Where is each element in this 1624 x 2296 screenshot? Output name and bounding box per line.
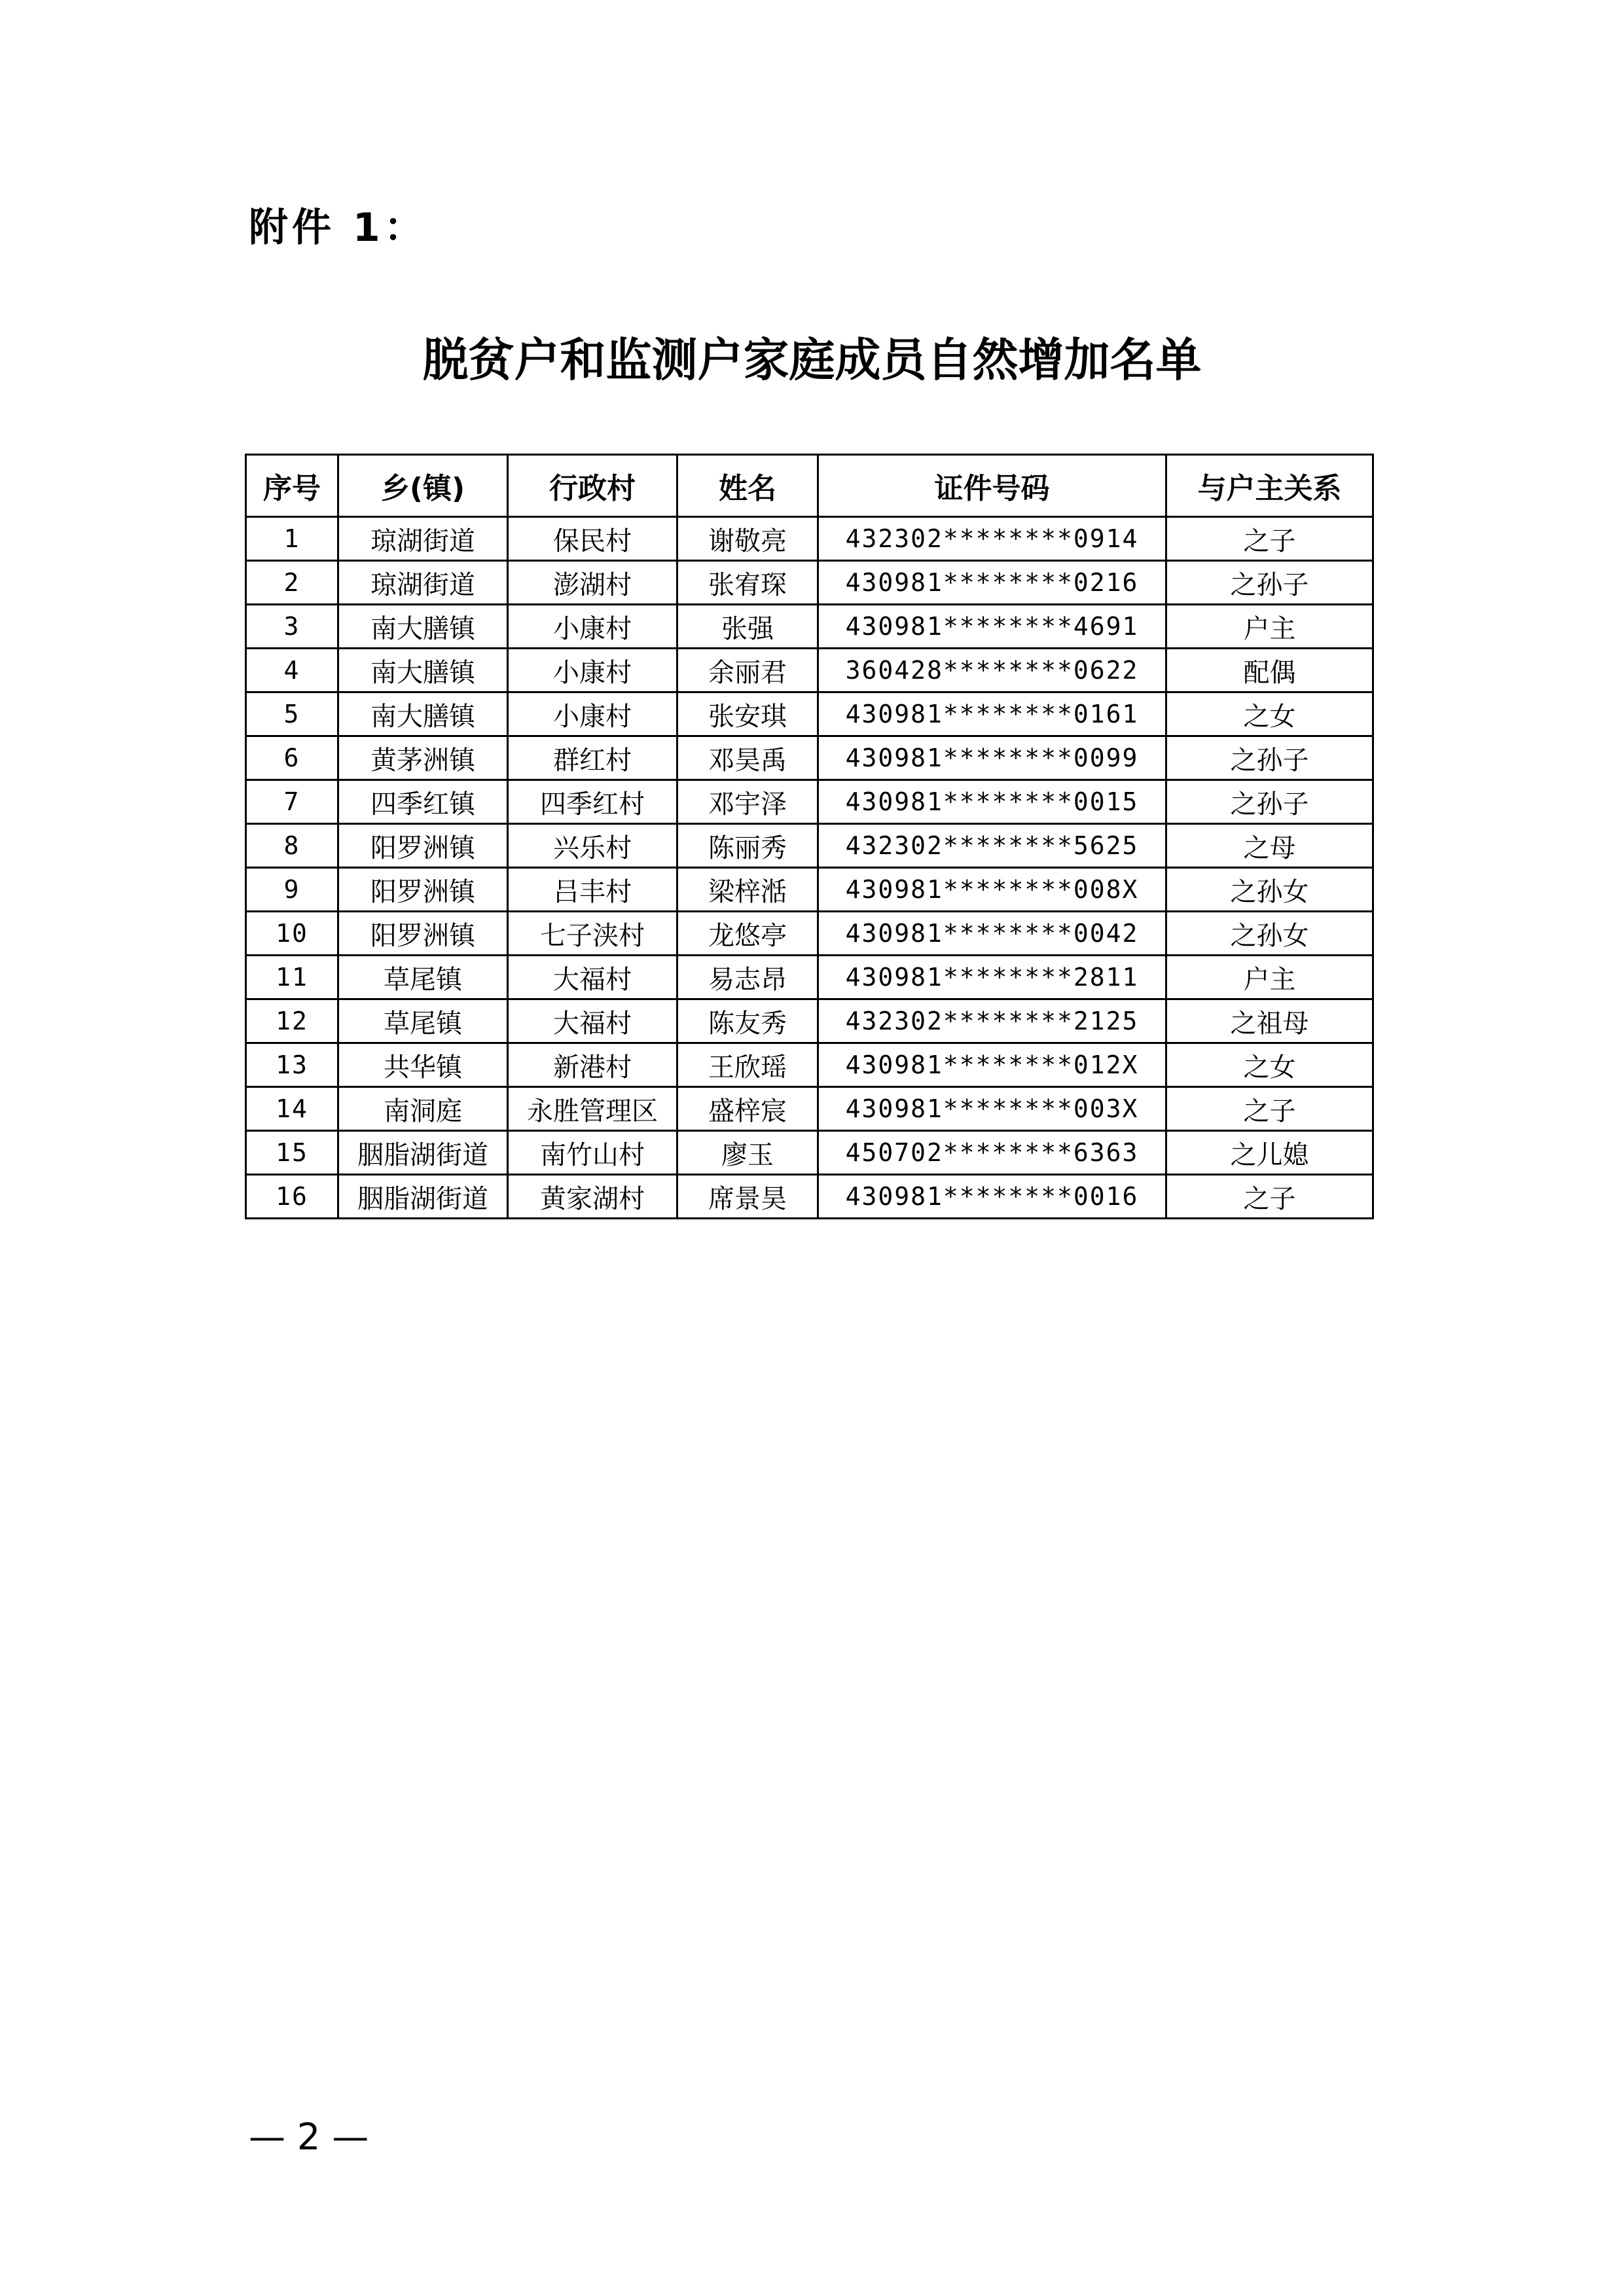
cell-serial-number: 9 [246,868,338,912]
cell-village: 小康村 [508,649,677,692]
cell-village: 大福村 [508,999,677,1043]
cell-relationship: 之子 [1166,517,1373,561]
cell-name: 盛梓宸 [677,1087,818,1131]
cell-id-number: 432302********0914 [818,517,1166,561]
cell-township: 南大膳镇 [338,605,508,649]
cell-village: 小康村 [508,605,677,649]
table-row [246,649,1373,692]
cell-township: 琼湖街道 [338,517,508,561]
cell-relationship: 之女 [1166,1043,1373,1087]
cell-relationship: 之祖母 [1166,999,1373,1043]
table-row [246,561,1373,605]
cell-name: 陈友秀 [677,999,818,1043]
cell-serial-number: 8 [246,824,338,868]
cell-id-number: 430981********4691 [818,605,1166,649]
cell-name: 邓宇泽 [677,780,818,824]
cell-id-number: 430981********0161 [818,692,1166,736]
cell-village: 保民村 [508,517,677,561]
cell-township: 胭脂湖街道 [338,1175,508,1219]
table-row [246,780,1373,824]
table-row [246,1131,1373,1175]
cell-id-number: 430981********0042 [818,912,1166,956]
cell-village: 永胜管理区 [508,1087,677,1131]
cell-relationship: 之子 [1166,1087,1373,1131]
cell-relationship: 户主 [1166,956,1373,999]
table-row [246,912,1373,956]
cell-id-number: 430981********2811 [818,956,1166,999]
cell-id-number: 430981********012X [818,1043,1166,1087]
cell-name: 余丽君 [677,649,818,692]
cell-village: 新港村 [508,1043,677,1087]
attachment-label: 附件 1： [249,205,427,251]
cell-township: 胭脂湖街道 [338,1131,508,1175]
cell-id-number: 430981********003X [818,1087,1166,1131]
table-row [246,956,1373,999]
table-row [246,736,1373,780]
household-member-table [245,454,1374,1219]
cell-name: 张强 [677,605,818,649]
cell-serial-number: 2 [246,561,338,605]
cell-id-number: 430981********0216 [818,561,1166,605]
table-row [246,868,1373,912]
cell-township: 南大膳镇 [338,692,508,736]
cell-name: 陈丽秀 [677,824,818,868]
cell-id-number: 430981********008X [818,868,1166,912]
cell-village: 兴乐村 [508,824,677,868]
cell-serial-number: 6 [246,736,338,780]
cell-relationship: 之孙女 [1166,912,1373,956]
header-township: 乡(镇) [338,455,508,517]
cell-relationship: 之孙子 [1166,561,1373,605]
cell-serial-number: 15 [246,1131,338,1175]
cell-id-number: 430981********0015 [818,780,1166,824]
cell-village: 大福村 [508,956,677,999]
cell-serial-number: 13 [246,1043,338,1087]
cell-name: 谢敬亮 [677,517,818,561]
cell-relationship: 之儿媳 [1166,1131,1373,1175]
cell-serial-number: 11 [246,956,338,999]
cell-village: 四季红村 [508,780,677,824]
cell-township: 共华镇 [338,1043,508,1087]
cell-name: 席景昊 [677,1175,818,1219]
cell-serial-number: 4 [246,649,338,692]
cell-serial-number: 3 [246,605,338,649]
cell-relationship: 配偶 [1166,649,1373,692]
cell-serial-number: 14 [246,1087,338,1131]
table-row [246,517,1373,561]
cell-relationship: 之孙女 [1166,868,1373,912]
cell-name: 龙悠亭 [677,912,818,956]
cell-township: 阳罗洲镇 [338,912,508,956]
cell-serial-number: 16 [246,1175,338,1219]
cell-id-number: 432302********2125 [818,999,1166,1043]
cell-township: 琼湖街道 [338,561,508,605]
cell-township: 黄茅洲镇 [338,736,508,780]
cell-id-number: 360428********0622 [818,649,1166,692]
cell-serial-number: 7 [246,780,338,824]
cell-id-number: 450702********6363 [818,1131,1166,1175]
cell-serial-number: 5 [246,692,338,736]
cell-township: 草尾镇 [338,956,508,999]
cell-id-number: 432302********5625 [818,824,1166,868]
cell-name: 邓昊禹 [677,736,818,780]
cell-name: 梁梓湉 [677,868,818,912]
cell-name: 廖玉 [677,1131,818,1175]
cell-name: 王欣瑶 [677,1043,818,1087]
cell-id-number: 430981********0099 [818,736,1166,780]
header-id-number: 证件号码 [818,455,1166,517]
document-title: 脱贫户和监测户家庭成员自然增加名单 [422,332,1202,387]
cell-serial-number: 1 [246,517,338,561]
cell-relationship: 户主 [1166,605,1373,649]
cell-village: 群红村 [508,736,677,780]
cell-village: 小康村 [508,692,677,736]
table-row [246,824,1373,868]
cell-township: 南大膳镇 [338,649,508,692]
header-name: 姓名 [677,455,818,517]
cell-relationship: 之母 [1166,824,1373,868]
cell-relationship: 之子 [1166,1175,1373,1219]
page-number: — 2 — [249,2116,369,2159]
cell-name: 张安琪 [677,692,818,736]
cell-relationship: 之孙子 [1166,736,1373,780]
table-row [246,605,1373,649]
cell-serial-number: 10 [246,912,338,956]
cell-township: 四季红镇 [338,780,508,824]
cell-township: 草尾镇 [338,999,508,1043]
cell-name: 易志昂 [677,956,818,999]
cell-village: 吕丰村 [508,868,677,912]
cell-name: 张宥琛 [677,561,818,605]
cell-village: 黄家湖村 [508,1175,677,1219]
header-relationship: 与户主关系 [1166,455,1373,517]
table-row [246,692,1373,736]
cell-id-number: 430981********0016 [818,1175,1166,1219]
table-row [246,1087,1373,1131]
cell-village: 七子浃村 [508,912,677,956]
header-village: 行政村 [508,455,677,517]
cell-village: 南竹山村 [508,1131,677,1175]
cell-relationship: 之孙子 [1166,780,1373,824]
cell-relationship: 之女 [1166,692,1373,736]
cell-village: 澎湖村 [508,561,677,605]
table-header-row [246,455,1373,517]
cell-township: 南洞庭 [338,1087,508,1131]
table-row [246,1043,1373,1087]
cell-township: 阳罗洲镇 [338,824,508,868]
table-row [246,999,1373,1043]
table-row [246,1175,1373,1219]
header-serial-number: 序号 [246,455,338,517]
cell-township: 阳罗洲镇 [338,868,508,912]
cell-serial-number: 12 [246,999,338,1043]
